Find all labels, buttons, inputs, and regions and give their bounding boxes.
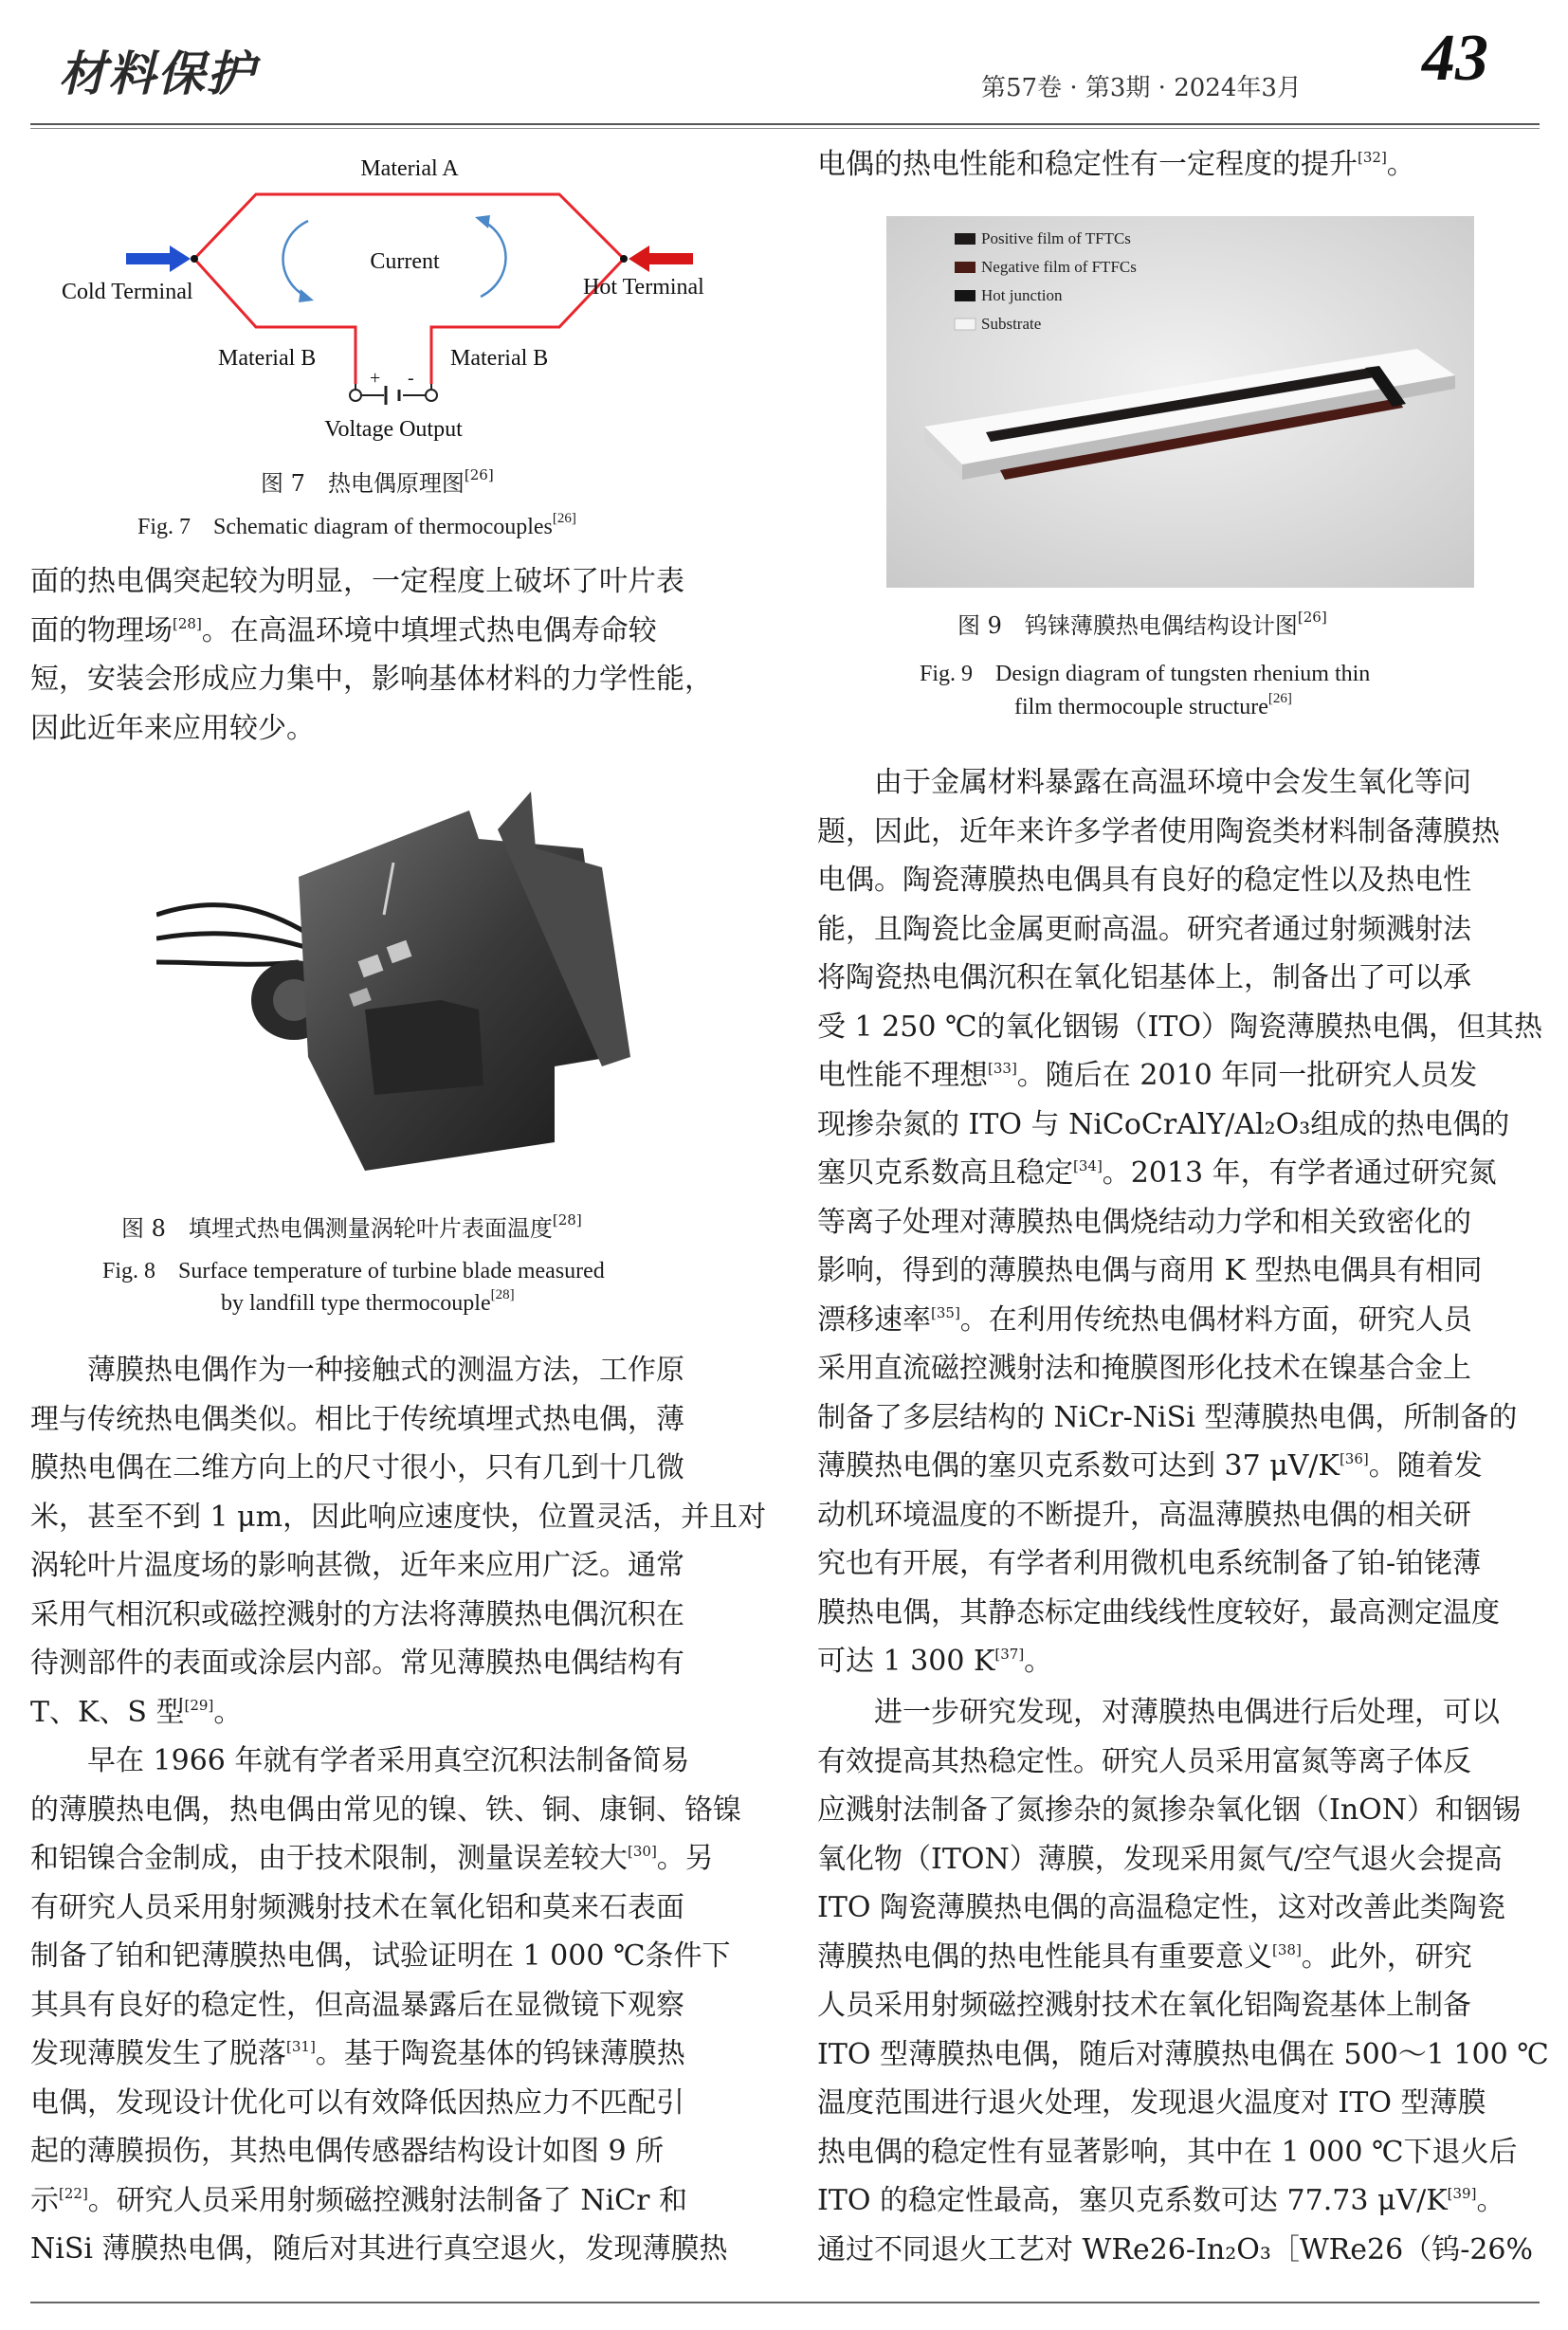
left-paragraph-2 (30, 1346, 767, 1737)
fig8-caption-en-line1: Fig. 8 Surface temperature of turbine blade measured (102, 1259, 605, 1283)
text-line: 薄膜热电偶作为一种接触式的测温方法，工作原 (30, 1354, 684, 1387)
text-line: 因此近年来应用较少。 (30, 711, 315, 745)
fig9-caption-en-line1: Fig. 9 Design diagram of tungsten rhenium thin (920, 662, 1371, 686)
fig8-caption-en-line2: by landfill type thermocouple[28] (221, 1287, 515, 1316)
fig7-label-current: Current (370, 249, 440, 274)
text-line: 涡轮叶片温度场的影响甚微，近年来应用广泛。通常 (30, 1549, 684, 1582)
legend-label-hot-junction: Hot junction (981, 286, 1063, 304)
header-rule-thin (30, 128, 1540, 129)
text-line: 的薄膜热电偶，热电偶由常见的镍、铁、铜、康铜、铬镍 (30, 1793, 741, 1827)
legend-label-substrate: Substrate (981, 315, 1042, 333)
text-line: 短，安装会形成应力集中，影响基体材料的力学性能， (30, 663, 713, 696)
text-line: 采用直流磁控溅射法和掩膜图形化技术在镍基合金上 (817, 1352, 1471, 1385)
legend-label-positive: Positive film of TFTCs (981, 229, 1131, 247)
text-line: 由于金属材料暴露在高温环境中会发生氧化等问 (817, 766, 1471, 799)
text-line: ITO 陶瓷薄膜热电偶的高温稳定性，这对改善此类陶瓷 (817, 1891, 1505, 1924)
text-line: 可达 1 300 K[37]。 (817, 1645, 1053, 1678)
cold-junction (191, 255, 198, 263)
issue-info: 第57卷 · 第3期 · 2024年3月 (981, 74, 1302, 102)
voltage-terminal-positive (350, 390, 361, 401)
fig7-label-voltage-output: Voltage Output (324, 417, 463, 442)
fig7-caption-en: Fig. 7 Schematic diagram of thermocouples[26] (137, 511, 576, 539)
current-arrow-right-icon (475, 215, 506, 297)
text-line: 和铝镍合金制成，由于技术限制，测量误差较大[30]。另 (30, 1842, 714, 1875)
right-paragraph-0 (817, 140, 1547, 190)
text-line: 应溅射法制备了氮掺杂的氮掺杂氧化铟（InON）和铟锡 (817, 1793, 1522, 1827)
text-line: 有研究人员采用射频溅射技术在氧化铝和莫来石表面 (30, 1890, 684, 1924)
voltage-terminal-negative (426, 390, 437, 401)
legend-swatch-substrate (955, 319, 975, 330)
text-line: 题，因此，近年来许多学者使用陶瓷类材料制备薄膜热 (817, 814, 1500, 848)
text-line: 其具有良好的稳定性，但高温暴露后在显微镜下观察 (30, 1988, 684, 2022)
fig8-turbine-blade-photo (156, 773, 668, 1190)
text-line: 通过不同退火工艺对 WRe26-In₂O₃［WRe26（钨-26% (817, 2232, 1534, 2266)
fig7-diagram (52, 147, 763, 460)
footer-rule (30, 2302, 1540, 2303)
cold-terminal-arrow-icon (126, 246, 191, 272)
text-line: 薄膜热电偶的热电性能具有重要意义[38]。此外，研究 (817, 1939, 1472, 1974)
fig9-caption-en-line2: film thermocouple structure[26] (1014, 691, 1292, 719)
right-paragraph-2 (817, 1688, 1547, 2274)
text-line: 究也有开展，有学者利用微机电系统制备了铂-铂铑薄 (817, 1547, 1482, 1580)
fig8-caption-cn: 图 8 填埋式热电偶测量涡轮叶片表面温度[28] (121, 1211, 582, 1242)
text-line: 现掺杂氮的 ITO 与 NiCoCrAlY/Al₂O₃组成的热电偶的 (817, 1107, 1510, 1141)
fig9-caption-cn: 图 9 钨铼薄膜热电偶结构设计图[26] (957, 609, 1327, 639)
text-line: 面的物理场[28]。在高温环境中填埋式热电偶寿命较 (30, 613, 657, 647)
fig7-label-material-a: Material A (360, 156, 459, 181)
text-line: 受 1 250 ℃的氧化铟锡（ITO）陶瓷薄膜热电偶，但其热 (817, 1010, 1542, 1044)
text-line: 待测部件的表面或涂层内部。常见薄膜热电偶结构有 (30, 1647, 684, 1680)
left-paragraph-1 (30, 557, 760, 753)
text-line: 塞贝克系数高且稳定[34]。2013 年，有学者通过研究氮 (817, 1156, 1497, 1190)
text-line: 采用气相沉积或磁控溅射的方法将薄膜热电偶沉积在 (30, 1597, 684, 1631)
text-line: 影响，得到的薄膜热电偶与商用 K 型热电偶具有相同 (817, 1254, 1483, 1287)
text-line: 膜热电偶在二维方向上的尺寸很小，只有几到十几微 (30, 1451, 684, 1484)
header-rule (30, 123, 1540, 125)
fig7-label-material-b-left: Material B (218, 346, 317, 371)
fig7-label-cold-terminal: Cold Terminal (62, 280, 193, 304)
text-line: 示[22]。研究人员采用射频磁控溅射法制备了 NiCr 和 (30, 2183, 688, 2217)
text-line: 制备了铂和钯薄膜热电偶，试验证明在 1 000 ℃条件下 (30, 1939, 731, 1973)
text-line: 有效提高其热稳定性。研究人员采用富氮等离子体反 (817, 1744, 1471, 1778)
text-line: ITO 型薄膜热电偶，随后对薄膜热电偶在 500～1 100 ℃ (817, 2037, 1549, 2071)
right-paragraph-1 (817, 758, 1547, 1686)
fig7-label-plus: + (370, 368, 381, 389)
text-line: 人员采用射频磁控溅射技术在氧化铝陶瓷基体上制备 (817, 1989, 1471, 2022)
legend-swatch-negative (955, 262, 975, 273)
fig7-caption-cn: 图 7 热电偶原理图[26] (261, 466, 494, 497)
text-line: ITO 的稳定性最高，塞贝克系数可达 77.73 μV/K[39]。 (817, 2184, 1505, 2217)
legend-swatch-positive (955, 233, 975, 245)
text-line: 电偶，发现设计优化可以有效降低因热应力不匹配引 (30, 2085, 684, 2120)
text-line: 进一步研究发现，对薄膜热电偶进行后处理，可以 (817, 1696, 1500, 1729)
text-line: 将陶瓷热电偶沉积在氧化铝基体上，制备出了可以承 (817, 961, 1471, 994)
text-line: 理与传统热电偶类似。相比于传统填埋式热电偶，薄 (30, 1402, 684, 1436)
text-line: 发现薄膜发生了脱落[31]。基于陶瓷基体的钨铼薄膜热 (30, 2037, 685, 2070)
text-line: 早在 1966 年就有学者采用真空沉积法制备简易 (30, 1744, 690, 1777)
journal-logo: 材料保护 (59, 46, 256, 101)
left-paragraph-3 (30, 1737, 760, 2274)
text-line: 电偶的热电性能和稳定性有一定程度的提升[32]。 (817, 148, 1415, 181)
fig7-label-material-b-right: Material B (450, 346, 549, 371)
text-line: NiSi 薄膜热电偶，随后对其进行真空退火，发现薄膜热 (30, 2232, 728, 2266)
text-line: 米，甚至不到 1 μm，因此响应速度快，位置灵活，并且对 (30, 1500, 767, 1534)
text-line: 漂移速率[35]。在利用传统热电偶材料方面，研究人员 (817, 1302, 1472, 1337)
text-line: 动机环境温度的不断提升，高温薄膜热电偶的相关研 (817, 1498, 1471, 1532)
text-line: 氧化物（ITON）薄膜，发现采用氮气/空气退火会提高 (817, 1842, 1503, 1876)
text-line: 面的热电偶突起较为明显，一定程度上破坏了叶片表 (30, 565, 684, 598)
text-line: T、K、S 型[29]。 (30, 1695, 243, 1729)
hot-junction (620, 255, 628, 263)
fig7-label-hot-terminal: Hot Terminal (583, 275, 704, 300)
hot-terminal-arrow-icon (629, 246, 693, 272)
text-line: 起的薄膜损伤，其热电偶传感器结构设计如图 9 所 (30, 2135, 665, 2168)
text-line: 膜热电偶，其静态标定曲线线性度较好，最高测定温度 (817, 1595, 1500, 1629)
text-line: 薄膜热电偶的塞贝克系数可达到 37 μV/K[36]。随着发 (817, 1449, 1483, 1483)
legend-label-negative: Negative film of FTFCs (981, 258, 1137, 276)
legend-swatch-hot-junction (955, 290, 975, 301)
text-line: 热电偶的稳定性有显著影响，其中在 1 000 ℃下退火后 (817, 2135, 1518, 2169)
current-arrow-left-icon (283, 221, 314, 302)
text-line: 温度范围进行退火处理，发现退火温度对 ITO 型薄膜 (817, 2086, 1486, 2120)
text-line: 电偶。陶瓷薄膜热电偶具有良好的稳定性以及热电性 (817, 864, 1471, 897)
fig9-thin-film-render (886, 216, 1474, 588)
text-line: 电性能不理想[33]。随后在 2010 年同一批研究人员发 (817, 1059, 1478, 1092)
fig7-label-minus: - (408, 368, 414, 389)
text-line: 能，且陶瓷比金属更耐高温。研究者通过射频溅射法 (817, 912, 1471, 946)
text-line: 等离子处理对薄膜热电偶烧结动力学和相关致密化的 (817, 1205, 1471, 1239)
page-number: 43 (1422, 22, 1488, 95)
text-line: 制备了多层结构的 NiCr-NiSi 型薄膜热电偶，所制备的 (817, 1400, 1518, 1434)
